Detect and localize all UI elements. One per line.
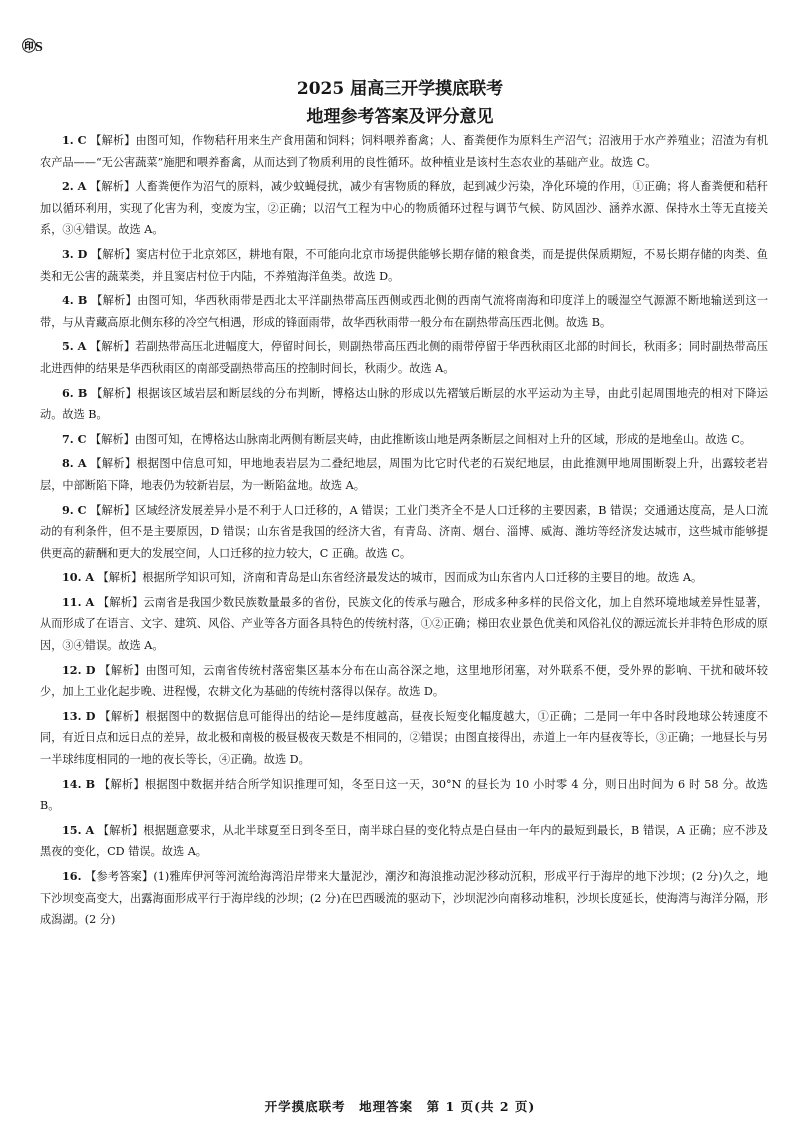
- answer-text: 【解析】区域经济发展差异小是不利于人口迁移的，A 错误；工业门类齐全不是人口迁移的主要因素，B 错误；交通通达度高，是人口流动的有利条件，但不是主要原因，D 错误；山东省是我国的经济大省，有青岛、济南、烟台、淄博、威海、潍坊等经济发达城市，这些城市能够提供更高的薪酬和更大的发展空间，人口迁移的拉力较大，C 正确。故选 C。: [40, 503, 768, 560]
- answer-number: 8. A: [62, 456, 87, 471]
- answer-text: 【解析】若副热带高压北进幅度大，停留时间长，则副热带高压西北侧的雨带停留于华西秋雨区北部的时间长，秋雨多；同时副热带高压北进西伸的结果是华西秋雨区的南部受副热带高压的控制时间长，秋雨少。故选 A。: [40, 340, 768, 375]
- answer-number: 16.: [62, 869, 82, 883]
- answer-item: [40, 706, 768, 771]
- answer-list: [40, 130, 768, 934]
- answer-text: 【解析】根据该区域岩层和断层线的分布判断，博格达山脉的形成以先褶皱后断层的水平运动为主导，由此引起周围地壳的相对下降运动。故选 B。: [40, 386, 769, 422]
- publisher-logo: ㊞S: [22, 40, 42, 55]
- answer-text: 【解析】云南省是我国少数民族数量最多的省份，民族文化的传承与融合，形成多种多样的民俗文化，加上自然环境地域差异性显著，从而形成了在语言、文字、建筑、风俗、产业等各方面各具特色的传统村落，①②正确；梯田农业景色优美和风俗礼仪的源远流长并非特色形成的原因，③④错误。故选 A。: [40, 595, 768, 653]
- answer-item: [40, 336, 768, 379]
- answer-number: 10. A: [62, 570, 95, 585]
- answer-number: 14. B: [62, 776, 96, 791]
- answer-item: [40, 774, 768, 817]
- answer-number: 11. A: [62, 594, 95, 609]
- page-title: 2025 届高三开学摸底联考: [296, 79, 504, 99]
- answer-number: 1. C: [62, 133, 87, 147]
- answer-item: [40, 429, 768, 451]
- answer-number: 2. A: [62, 179, 87, 194]
- answer-item: [40, 866, 768, 931]
- answer-number: 5. A: [62, 339, 87, 354]
- answer-item: [40, 820, 768, 863]
- answer-item: [40, 130, 768, 173]
- answer-number: 7. C: [62, 431, 87, 446]
- answer-number: 4. B: [62, 293, 88, 308]
- answer-text: 【解析】根据图中信息可知，甲地地表岩层为二叠纪地层，周围为比它时代老的石炭纪地层，由此推测甲地周围断裂上升，出露较老岩层，中部断陷下降，地表仍为较新岩层，为一断陷盆地。故选 A。: [40, 457, 768, 492]
- answer-item: [40, 660, 768, 703]
- answer-item: [40, 567, 768, 589]
- answer-item: [40, 453, 768, 496]
- answer-text: 【解析】根据图中的数据信息可能得出的结论—是纬度越高，昼夜长短变化幅度越大，①正确；二是同一年中各时段地球公转速度不同，有近日点和远日点的差异，故北极和南极的极昼极夜天数是不相同的，②错误；由图直接得出，赤道上一年内昼夜等长，③正确；一地昼长与另一半球纬度相同的一地的夜长等长，④正确。故选 D。: [40, 709, 768, 767]
- answer-text: 【解析】窦店村位于北京郊区，耕地有限，不可能向北京市场提供能够长期存储的粮食类，而是提供保质期短，不易长期存储的肉类、鱼类和无公害的蔬菜类，并且窦店村位于内陆，不养殖海洋鱼类。故选 D。: [40, 247, 768, 283]
- page-subtitle: 地理参考答案及评分意见: [306, 107, 494, 127]
- answer-text: 【解析】根据所学知识可知，济南和青岛是山东省经济最发达的城市，因而成为山东省内人口迁移的主要目的地。故选 A。: [97, 571, 703, 585]
- answer-item: [40, 383, 768, 426]
- answer-text: 【解析】由图可知，作物秸秆用来生产食用菌和饲料；饲料喂养畜禽；人、畜粪便作为原料生产沼气；沼液用于水产养殖业；沼渣为有机农产品——“无公害蔬菜”施肥和喂养畜禽，从而达到了物质利用的良性循环。故种植业是该村生态农业的基础产业。故选 C。: [40, 134, 768, 169]
- answer-item: [40, 176, 768, 241]
- answer-number: 6. B: [62, 385, 88, 400]
- answer-item: [40, 500, 768, 565]
- answer-number: 12. D: [62, 662, 96, 677]
- answer-text: 【解析】根据题意要求，从北半球夏至日到冬至日，南半球白昼的变化特点是白昼由一年内的最短到最长，B 错误，A 正确；应不涉及黑夜的变化，CD 错误。故选 A。: [40, 823, 768, 859]
- answer-text: 【解析】由图可知，云南省传统村落密集区基本分布在山高谷深之地，这里地形闭塞，对外联系不便，受外界的影响、干扰和破坏较少，加上工业化起步晚、进程慢，农耕文化为基础的传统村落得以保存。故选 D。: [40, 663, 768, 699]
- answer-text: 【解析】根据图中数据并结合所学知识推理可知，冬至日这一天，30°N 的昼长为 10 小时零 4 分，则日出时间为 6 时 58 分。故选 B。: [40, 777, 768, 813]
- answer-number: 15. A: [62, 822, 95, 837]
- answer-item: [40, 290, 768, 333]
- page-footer: 开学摸底联考 地理答案 第 1 页(共 2 页): [264, 1099, 536, 1114]
- answer-text: 【解析】由图可知，华西秋雨带是西北太平洋副热带高压西侧或西北侧的西南气流将南海和印度洋上的暖湿空气源源不断地输送到这一带，与从青藏高原北侧东移的冷空气相遇，形成的锋面雨带，故华西秋雨带一般分布在副热带高压西北侧。故选 B。: [40, 294, 769, 329]
- answer-text: 【解析】由图可知，在博格达山脉南北两侧有断层夹峙，由此推断该山地是两条断层之间相对上升的区域，形成的是地垒山。故选 C。: [90, 432, 752, 446]
- answer-item: [40, 244, 768, 287]
- answer-number: 13. D: [62, 708, 96, 723]
- answer-item: [40, 592, 768, 657]
- answer-text: 【解析】人畜粪便作为沼气的原料，减少蚊蝇侵扰，减少有害物质的释放，起到减少污染，净化环境的作用，①正确；将人畜粪便和秸秆加以循环利用，实现了化害为利，变废为宝，②正确；以沼气工程为中心的物质循环过程与调节气候、防风固沙、涵养水源、保持水土等无直接关系，③④错误。故选 A。: [40, 180, 768, 237]
- answer-number: 9. C: [62, 502, 87, 517]
- answer-text: 【参考答案】(1)雅库伊河等河流给海湾沿岸带来大量泥沙，潮汐和海浪推动泥沙移动沉积，形成平行于海岸的地下沙坝；(2 分)久之，地下沙坝变高变大，出露海面形成平行于海岸线的沙坝；(2 分)在巴西暖流的驱动下，沙坝泥沙向南移动堆积，沙坝长度延长，使海湾与海洋分隔，形成潟湖。(2 分): [40, 870, 768, 927]
- answer-number: 3. D: [62, 246, 88, 261]
